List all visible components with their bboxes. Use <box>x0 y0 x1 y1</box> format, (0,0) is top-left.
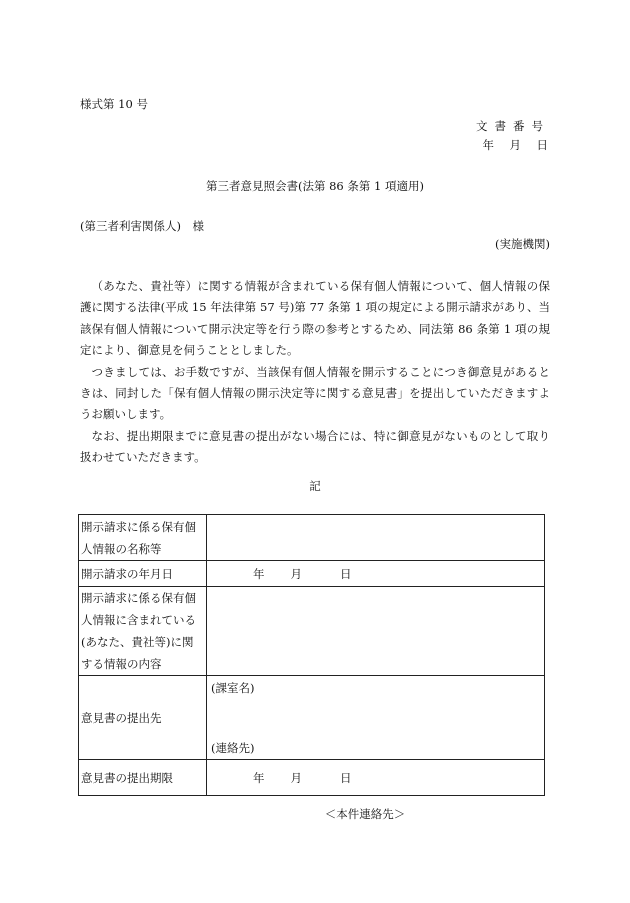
addressee: (第三者利害関係人) 様 <box>80 219 204 233</box>
contact-label: (連絡先) <box>211 740 255 755</box>
day-label: 日 <box>340 566 352 581</box>
day-label: 日 <box>340 770 352 785</box>
row-value <box>207 561 545 587</box>
table-row <box>79 760 545 796</box>
body-text <box>80 276 550 469</box>
table-row <box>79 676 545 760</box>
year-label: 年 <box>253 770 265 785</box>
row-label: 開示請求の年月日 <box>79 561 207 587</box>
info-table <box>78 514 545 796</box>
row-label: 意見書の提出先 <box>79 676 207 760</box>
ki-heading: 記 <box>309 479 321 493</box>
row-value <box>207 515 545 561</box>
row-label: 開示請求に係る保有個人情報に含まれている(あなた、貴社等)に関する情報の内容 <box>79 587 207 676</box>
sender: (実施機関) <box>495 237 550 251</box>
month-label: 月 <box>290 566 302 581</box>
row-label: 開示請求に係る保有個人情報の名称等 <box>79 515 207 561</box>
paragraph: （あなた、貴社等）に関する情報が含まれている保有個人情報について、個人情報の保護に関する法律(平成 15 年法律第 57 号)第 77 条第 1 項の規定による開示請求があり、当該保有個人情報について開示決定等を行う際の参考とするため、同法第 86 条第 1 項の規定により、御意見を伺うこととしました。 <box>80 279 550 358</box>
row-value <box>207 676 545 760</box>
month-label: 月 <box>290 770 302 785</box>
table-row <box>79 515 545 561</box>
contact-heading: ＜本件連絡先＞ <box>324 807 406 821</box>
date-line: 年 月 日 <box>482 138 550 152</box>
paragraph: なお、提出期限までに意見書の提出がない場合には、特に御意見がないものとして取り扱わせていただきます。 <box>80 428 550 465</box>
row-value <box>207 587 545 676</box>
dept-label: (課室名) <box>211 680 255 695</box>
form-number: 様式第 10 号 <box>80 97 148 111</box>
table-row <box>79 561 545 587</box>
paragraph: つきましては、お手数ですが、当該保有個人情報を開示することにつき御意見があるときは、同封した「保有個人情報の開示決定等に関する意見書」を提出していただきますようお願いします。 <box>80 364 550 422</box>
table-row <box>79 587 545 676</box>
page-title: 第三者意見照会書(法第 86 条第 1 項適用) <box>205 179 425 193</box>
row-value <box>207 760 545 796</box>
year-label: 年 <box>253 566 265 581</box>
document-number: 文書番号 <box>476 119 550 133</box>
row-label: 意見書の提出期限 <box>79 760 207 796</box>
